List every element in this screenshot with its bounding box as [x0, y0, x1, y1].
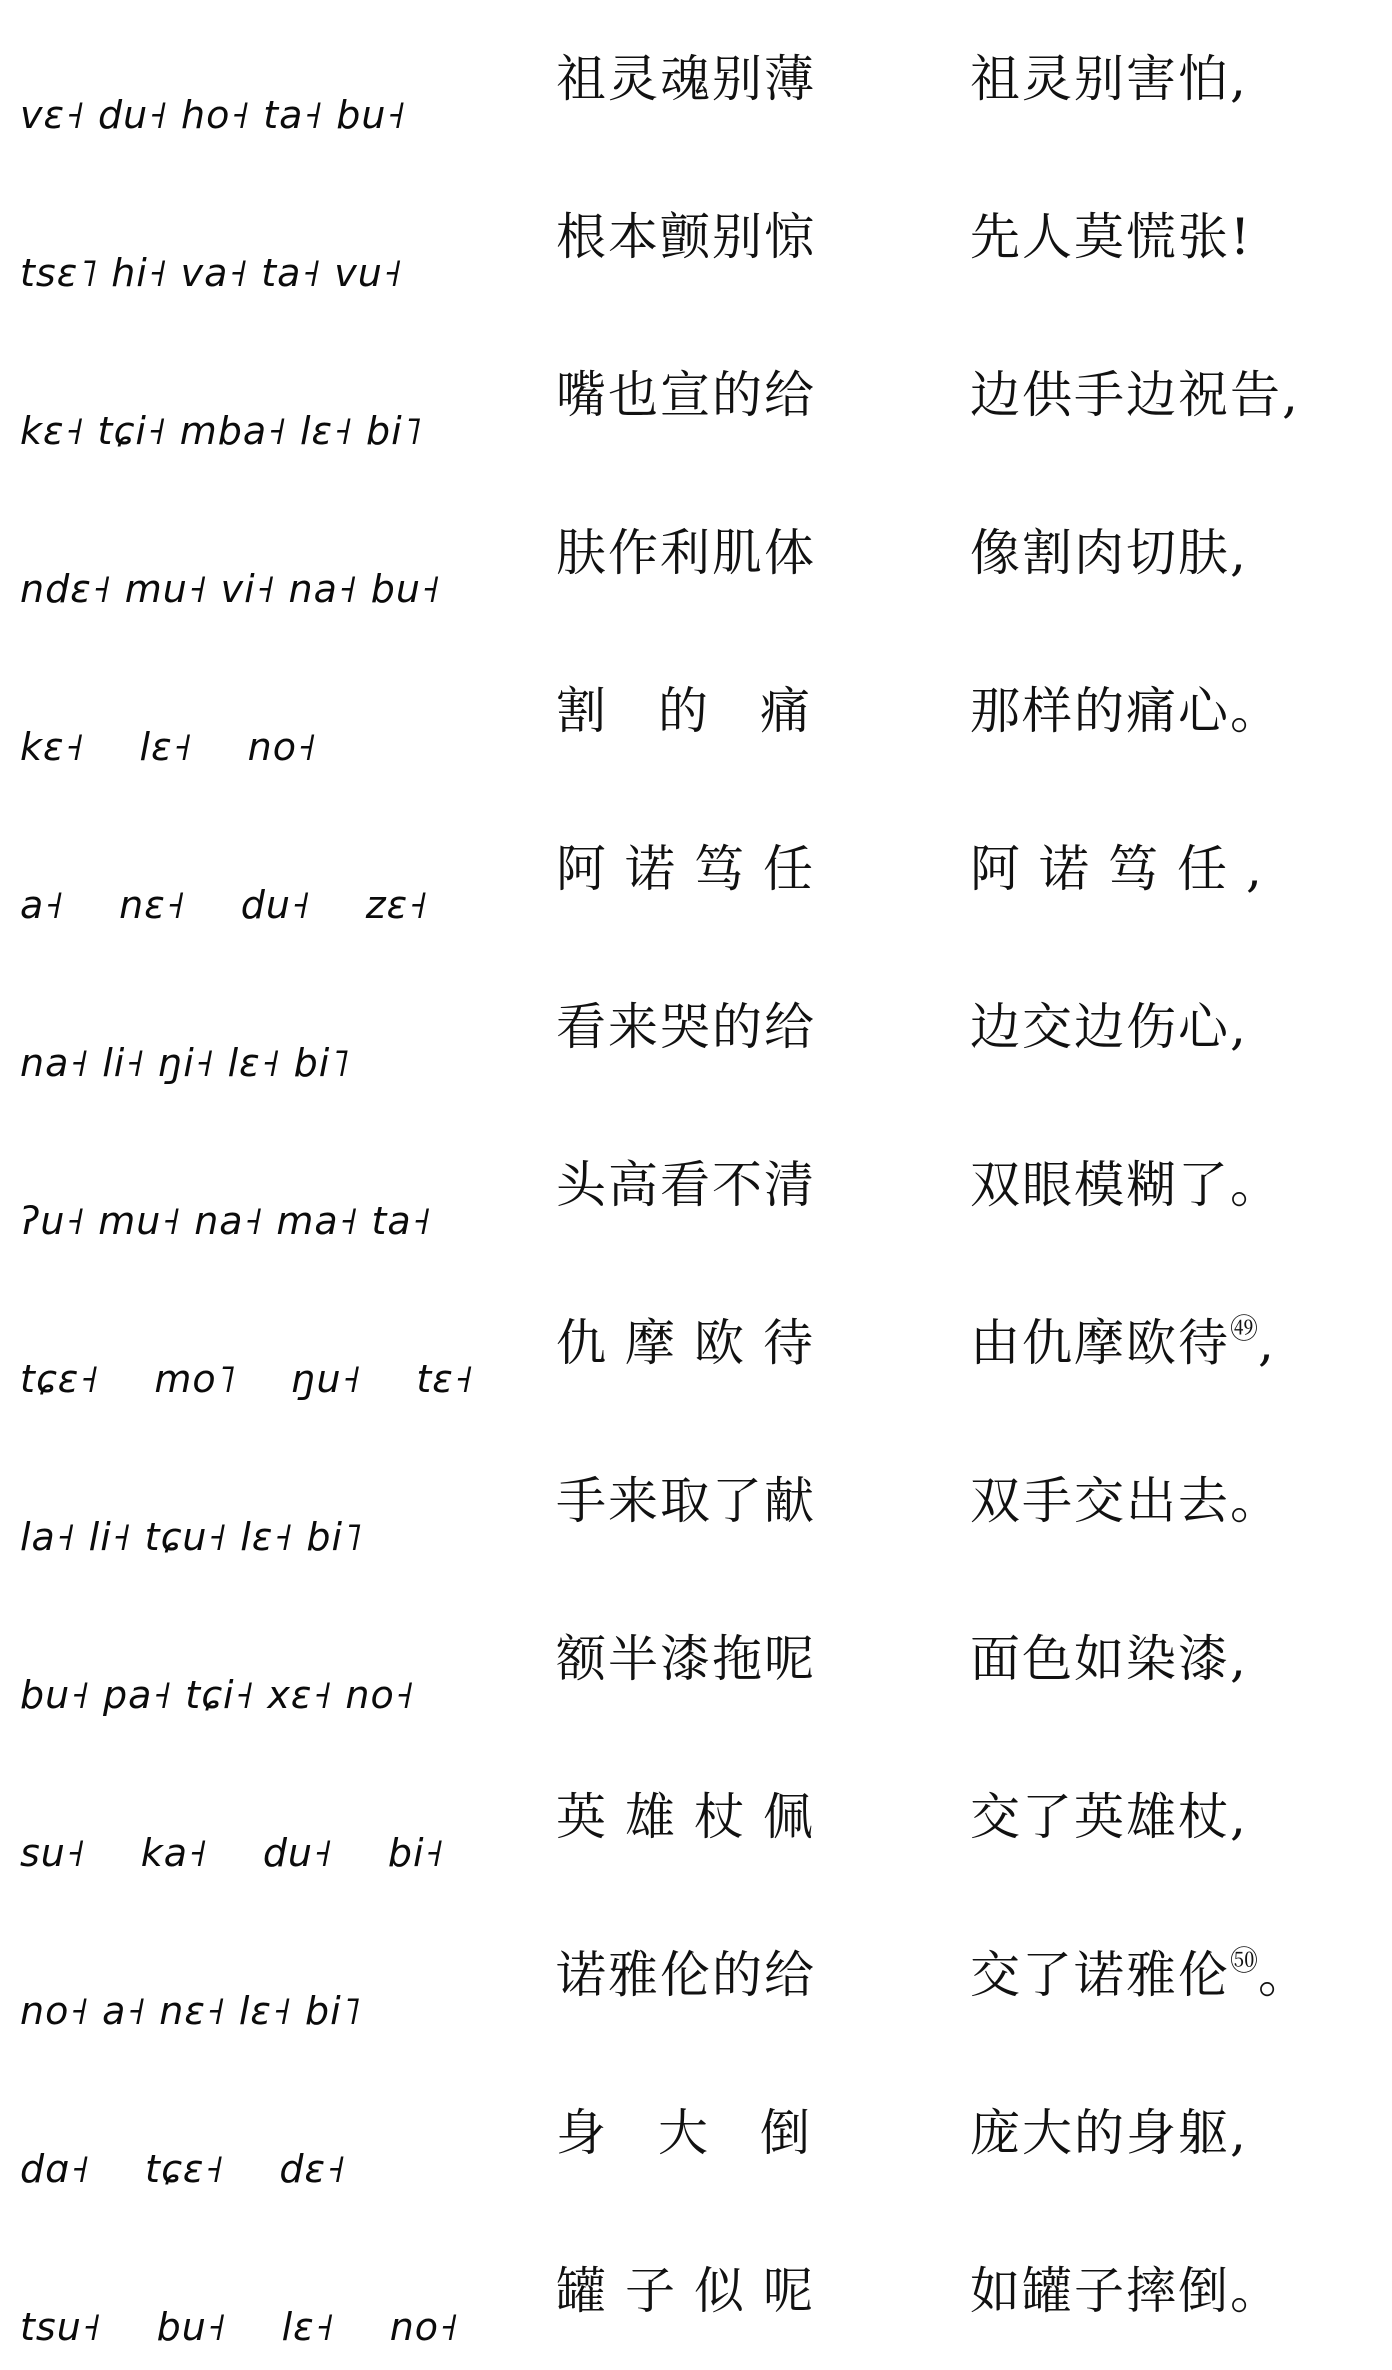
original-script [14, 1904, 464, 1982]
original-script [14, 1272, 464, 1350]
original-script [14, 166, 464, 244]
original-script [14, 640, 464, 718]
phonetic-transcription: tsu˧ bu˧ lɛ˧ no˧ [20, 2305, 459, 2349]
original-script-block [14, 1588, 464, 1730]
free-translation: 如罐子摔倒。 [970, 2262, 1282, 2320]
phonetic-transcription: a˧ nɛ˧ du˧ zɛ˧ [20, 883, 429, 927]
free-translation-punctuation: , [1258, 1314, 1276, 1372]
original-script-block [14, 1272, 474, 1414]
original-script [14, 1588, 464, 1666]
literal-translation: 罐子似呢 [556, 2262, 832, 2320]
phonetic-transcription: no˧ a˧ nɛ˧ lɛ˧ bi˥ [20, 1989, 362, 2033]
poem-line-1 [0, 0, 1392, 158]
poem-line-8 [0, 1106, 1392, 1264]
free-translation: 先人莫慌张! [970, 208, 1253, 266]
free-translation: 面色如染漆, [970, 1630, 1248, 1688]
free-translation: 祖灵别害怕, [970, 50, 1248, 108]
original-script-block [14, 1746, 464, 1888]
poem-line-9 [0, 1264, 1392, 1422]
free-translation [970, 1940, 1380, 2010]
literal-translation: 看来哭的给 [556, 998, 816, 1056]
original-script [14, 1114, 464, 1192]
original-script-block [14, 956, 464, 1098]
original-script-block [14, 166, 464, 308]
literal-translation: 嘴也宣的给 [556, 366, 816, 424]
phonetic-transcription: ndɛ˧ mu˧ vi˧ na˧ bu˧ [20, 567, 441, 611]
free-translation: 双眼模糊了。 [970, 1156, 1282, 1214]
literal-translation: 割的痛 [556, 682, 862, 740]
poem-line-14 [0, 2054, 1392, 2212]
literal-translation: 身大倒 [556, 2104, 862, 2162]
original-script [14, 798, 464, 876]
free-translation: 庞大的身躯, [970, 2104, 1248, 2162]
literal-translation: 根本颤别惊 [556, 208, 816, 266]
literal-translation: 手来取了献 [556, 1472, 816, 1530]
poem-line-3 [0, 316, 1392, 474]
phonetic-transcription: su˧ ka˧ du˧ bi˧ [20, 1831, 445, 1875]
poem-line-2 [0, 158, 1392, 316]
original-script [14, 482, 464, 560]
literal-translation: 阿诺笃任 [556, 840, 832, 898]
phonetic-transcription: kɛ˧ tɕi˧ mba˧ lɛ˧ bi˥ [20, 409, 423, 453]
original-script [14, 956, 464, 1034]
footnote-marker: ㊿ [1230, 1944, 1259, 1977]
free-translation-text: 交了诺雅伦 [970, 1946, 1230, 2004]
phonetic-transcription: tsɛ˥ hi˧ va˧ ta˧ vu˧ [20, 251, 403, 295]
poem-line-11 [0, 1580, 1392, 1738]
free-translation: 像割肉切肤, [970, 524, 1248, 582]
literal-translation: 肤作利肌体 [556, 524, 816, 582]
phonetic-transcription: la˧ li˧ tɕu˧ lɛ˧ bi˥ [20, 1515, 363, 1559]
original-script-block [14, 1114, 464, 1256]
free-translation: 边供手边祝告, [970, 366, 1300, 424]
phonetic-transcription: na˧ li˧ ŋi˧ lɛ˧ bi˥ [20, 1041, 351, 1085]
free-translation: 交了英雄杖, [970, 1788, 1248, 1846]
original-script [14, 2220, 464, 2298]
original-script-block [14, 1430, 464, 1572]
free-translation: 边交边伤心, [970, 998, 1248, 1056]
original-script-block [14, 8, 464, 150]
phonetic-transcription: tɕɛ˧ mo˥ ŋu˧ tɛ˧ [20, 1357, 474, 1401]
original-script [14, 2062, 464, 2140]
original-script-block [14, 2062, 464, 2204]
original-script-block [14, 798, 464, 940]
original-script-block [14, 2220, 464, 2362]
original-script-block [14, 324, 464, 466]
original-script [14, 324, 464, 402]
phonetic-transcription: kɛ˧ lɛ˧ no˧ [20, 725, 317, 769]
free-translation-punctuation: 。 [1258, 1946, 1311, 2004]
free-translation [970, 1308, 1380, 1378]
free-translation: 双手交出去。 [970, 1472, 1282, 1530]
poem-line-5 [0, 632, 1392, 790]
original-script-block [14, 482, 464, 624]
poem-line-7 [0, 948, 1392, 1106]
literal-translation: 头高看不清 [556, 1156, 816, 1214]
poem-line-13 [0, 1896, 1392, 2054]
free-translation: 阿诺笃任, [970, 840, 1281, 898]
literal-translation: 诺雅伦的给 [556, 1946, 816, 2004]
original-script [14, 1430, 464, 1508]
footnote-marker: ㊾ [1230, 1312, 1259, 1345]
phonetic-transcription: bu˧ pa˧ tɕi˧ xɛ˧ no˧ [20, 1673, 415, 1717]
original-script [14, 1746, 464, 1824]
literal-translation: 祖灵魂别薄 [556, 50, 816, 108]
phonetic-transcription: vɛ˧ du˧ ho˧ ta˧ bu˧ [20, 93, 407, 137]
original-script-block [14, 1904, 464, 2046]
literal-translation: 仇摩欧待 [556, 1314, 832, 1372]
original-script-block [14, 640, 464, 782]
phonetic-transcription: dɑ˧ tɕɛ˧ dɛ˧ [20, 2147, 346, 2191]
literal-translation: 英雄杖佩 [556, 1788, 832, 1846]
free-translation: 那样的痛心。 [970, 682, 1282, 740]
poem-line-6 [0, 790, 1392, 948]
poem-line-12 [0, 1738, 1392, 1896]
phonetic-transcription: ʔu˧ mu˧ na˧ ma˧ ta˧ [20, 1199, 432, 1243]
poem-line-10 [0, 1422, 1392, 1580]
poem-line-15 [0, 2212, 1392, 2370]
poem-line-4 [0, 474, 1392, 632]
literal-translation: 额半漆拖呢 [556, 1630, 816, 1688]
original-script [14, 8, 464, 86]
free-translation-text: 由仇摩欧待 [970, 1314, 1230, 1372]
